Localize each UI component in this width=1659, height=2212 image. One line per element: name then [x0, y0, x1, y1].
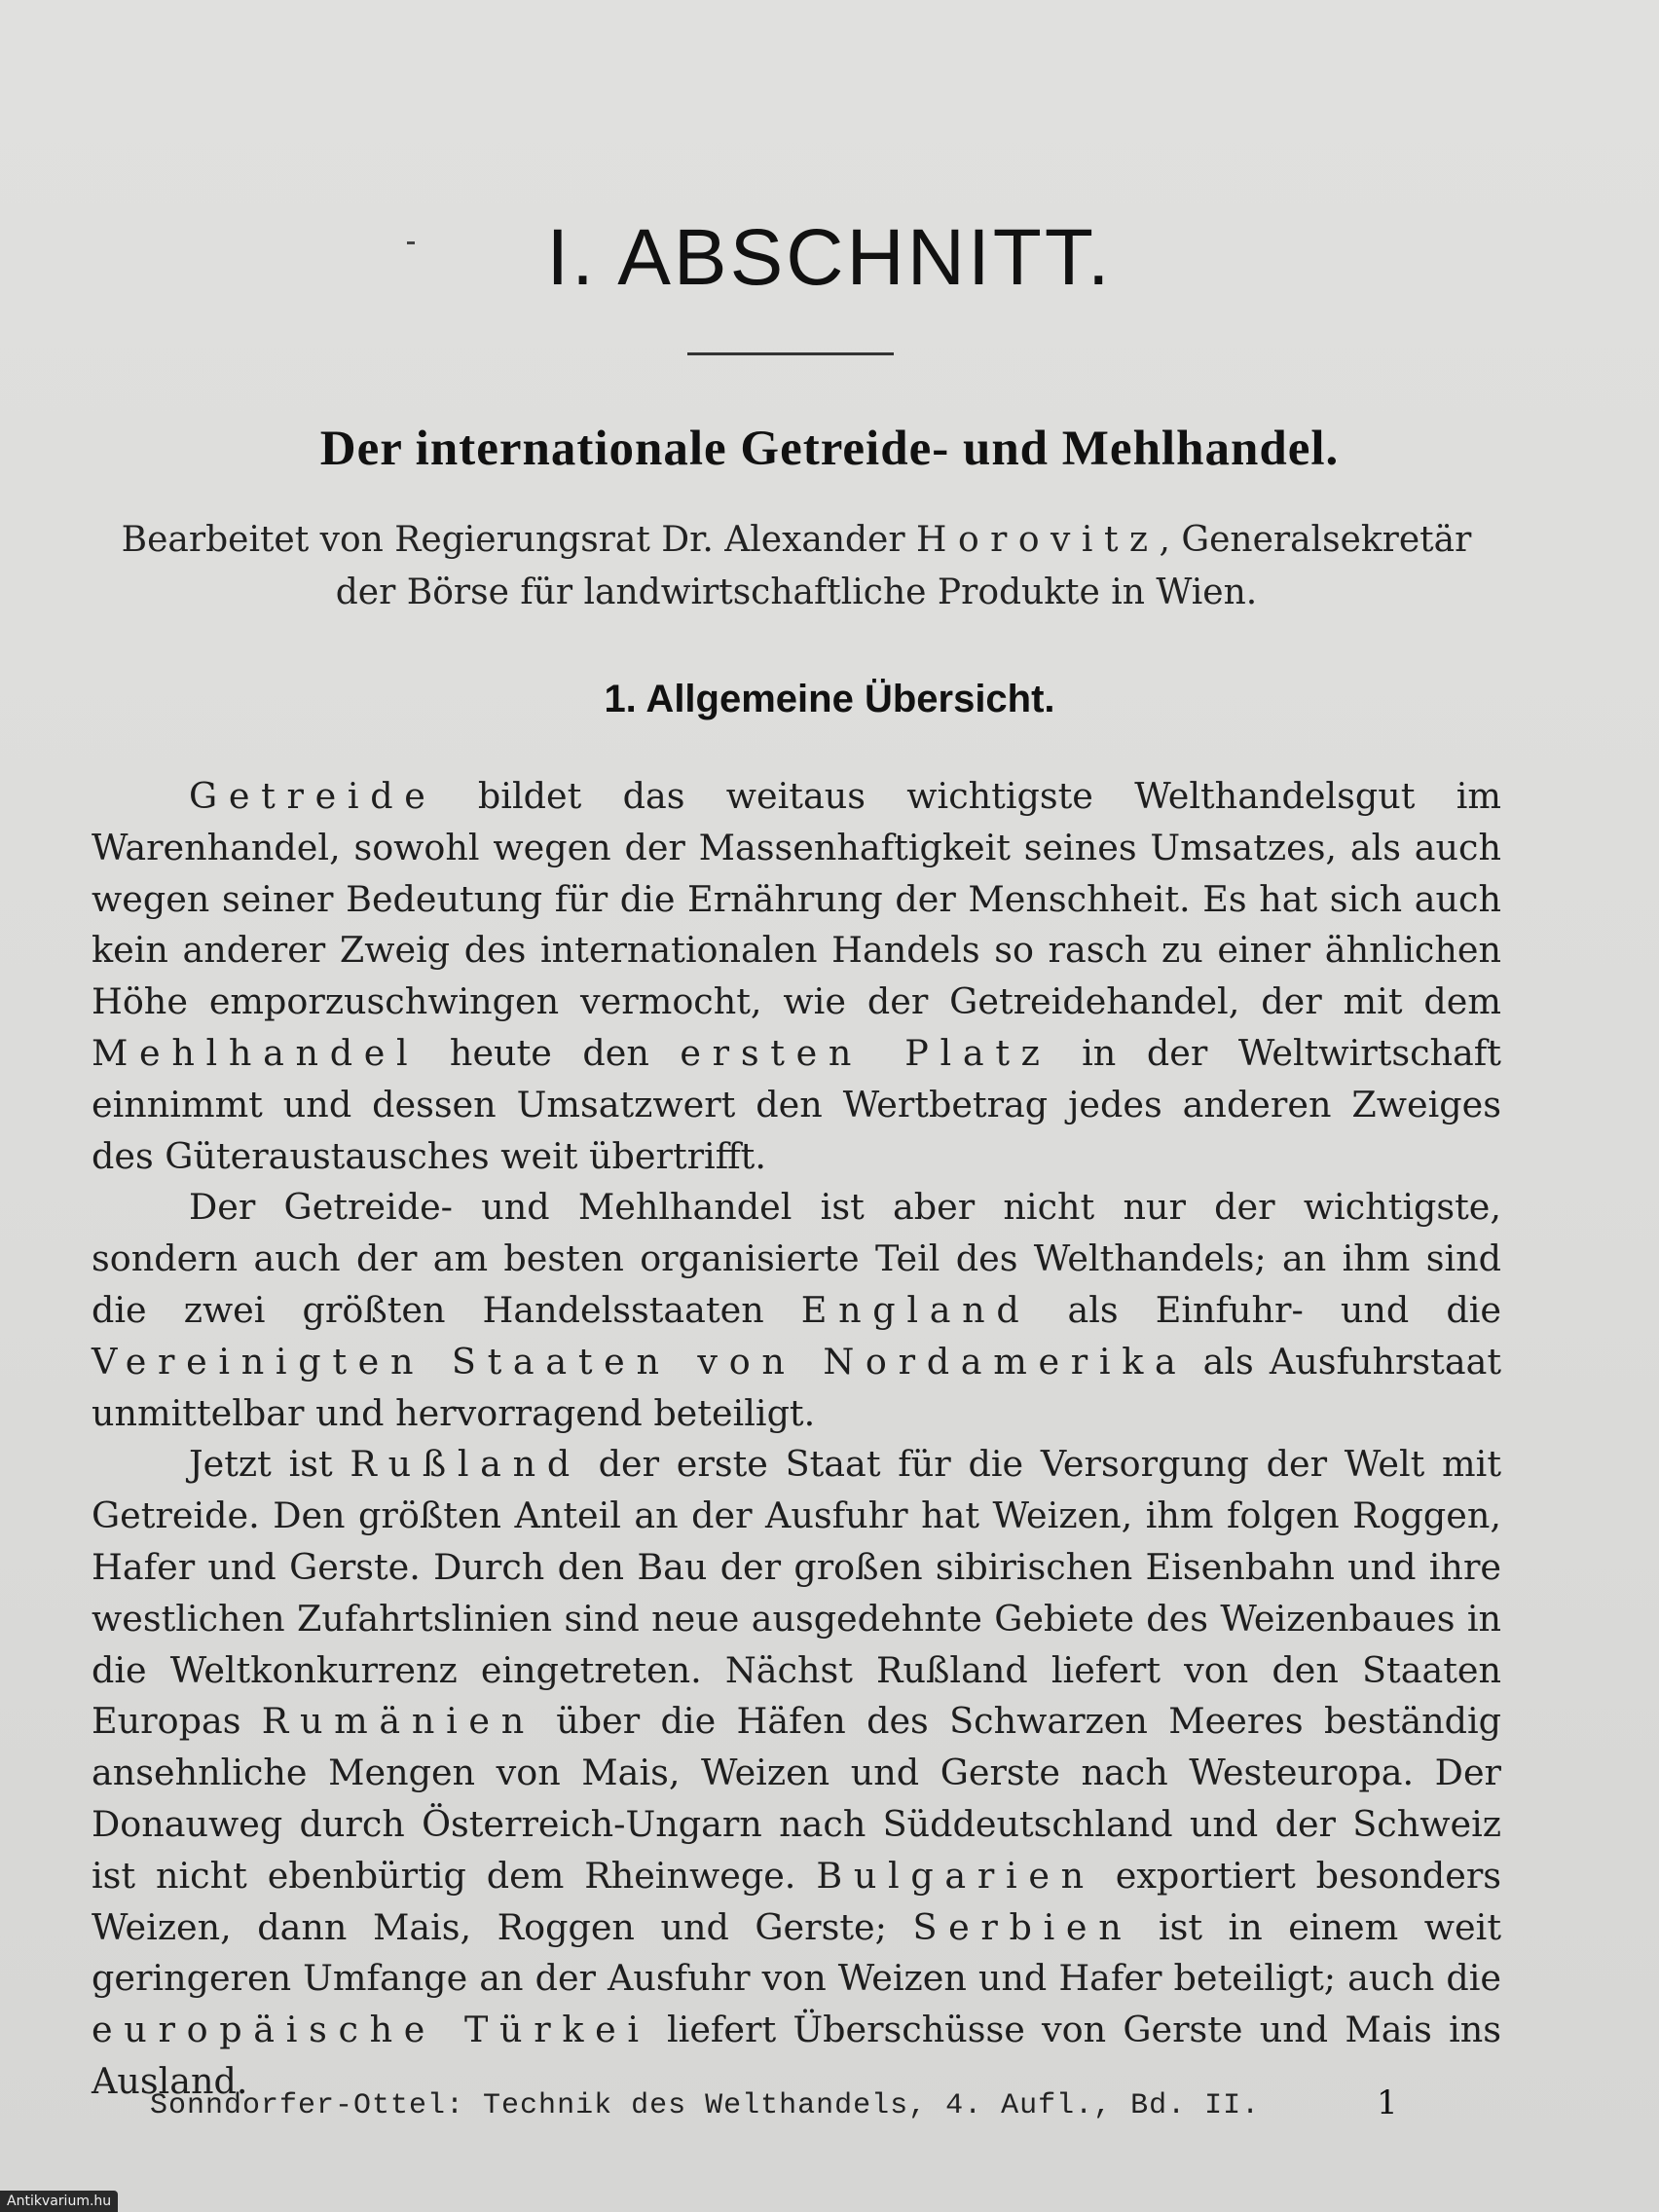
paragraph [92, 1439, 1501, 2107]
paragraph [92, 1182, 1501, 1439]
emphasis: Mehlhandel [92, 1031, 420, 1074]
text-run: Jetzt ist [189, 1443, 350, 1486]
chapter-title: I. ABSCHNITT. [546, 213, 1113, 302]
page-number: 1 [1377, 2083, 1398, 2122]
emphasis: Bulgarien [816, 1854, 1095, 1897]
author-name: Horovitz [916, 520, 1160, 560]
emphasis: Rußland [350, 1443, 581, 1486]
byline [93, 514, 1499, 619]
emphasis: Getreide [189, 775, 437, 817]
byline-text: Bearbeitet von Regierungsrat Dr. Alexander [121, 520, 917, 560]
byline-text: , Generalsekretär der Börse für landwirtschaftliche Produkte in Wien. [335, 520, 1472, 612]
watermark: Antikvarium.hu [0, 2191, 118, 2212]
subsection-title: 1. Allgemeine Übersicht. [604, 678, 1055, 720]
text-run: als Ausfuhrstaat unmittelbar und hervorragend beteiligt. [92, 1340, 1502, 1434]
text-run: der erste Staat für die Versorgung der Welt mit Getreide. Den größten Anteil an der Ausfuhr hat Weizen, ihm folgen Roggen, Hafer und Gerste. Durch den Bau der großen sibirischen Eisenbahn und ihre westlichen Zufahrtslinien sind neue ausgedehnte Gebiete des Weizenbaues in die Weltkonkurrenz eingetreten. Nächst Rußland liefert von den Staaten Europas [92, 1443, 1502, 1743]
emphasis: Serbien [912, 1905, 1133, 1948]
body-text [92, 771, 1501, 2108]
text-run: heute den [419, 1031, 681, 1074]
emphasis: Rumänien [261, 1700, 535, 1743]
text-run: in der Weltwirtschaft einnimmt und dessen Umsatzwert den Wertbetrag jedes anderen Zweiges des Güteraustausches weit übertrifft. [92, 1031, 1501, 1177]
emphasis: Vereinigten Staaten von Nordamerika [92, 1340, 1188, 1382]
text-run: ist in einem weit geringeren Umfange an der Ausfuhr von Weizen und Hafer beteiligt; auch die [92, 1905, 1501, 2000]
text-run: exportiert besonders Weizen, dann Mais, Roggen und Gerste; [92, 1854, 1502, 1948]
footer-citation: Sonndorfer-Ottel: Technik des Welthandels, 4. Aufl., Bd. II. [150, 2089, 1261, 2122]
title-divider [687, 352, 894, 355]
text-run: über die Häfen des Schwarzen Meeres beständig ansehnliche Mengen von Mais, Weizen und Gerste nach Westeuropa. Der Donauweg durch Österreich-Ungarn nach Süddeutschland und der Schweiz ist nicht ebenbürtig dem Rheinwege. [92, 1700, 1501, 1897]
text-run: als Einfuhr- und die [1030, 1288, 1501, 1331]
emphasis: ersten Platz [680, 1031, 1051, 1074]
emphasis: europäische Türkei [92, 2009, 650, 2051]
text-run: liefert Überschüsse von Gerste und Mais ins Ausland. [92, 2009, 1501, 2102]
text-run: bildet das weitaus wichtigste Welthandelsgut im Warenhandel, sowohl wegen der Massenhaftigkeit seines Umsatzes, als auch wegen seiner Bedeutung für die Ernährung der Menschheit. Es hat sich auch kein anderer Zweig des internationalen Handels so rasch zu einer ähnlichen Höhe emporzuschwingen vermocht, wie der Getreidehandel, der mit dem [92, 775, 1501, 1023]
paragraph [92, 771, 1501, 1182]
text-run: Der Getreide- und Mehlhandel ist aber nicht nur der wichtigste, sondern auch der am besten organisierte Teil des Welthandels; an ihm sind die zwei größten Handelsstaaten [92, 1186, 1501, 1331]
section-title: Der internationale Getreide- und Mehlhandel. [319, 422, 1340, 476]
emphasis: England [800, 1288, 1031, 1331]
